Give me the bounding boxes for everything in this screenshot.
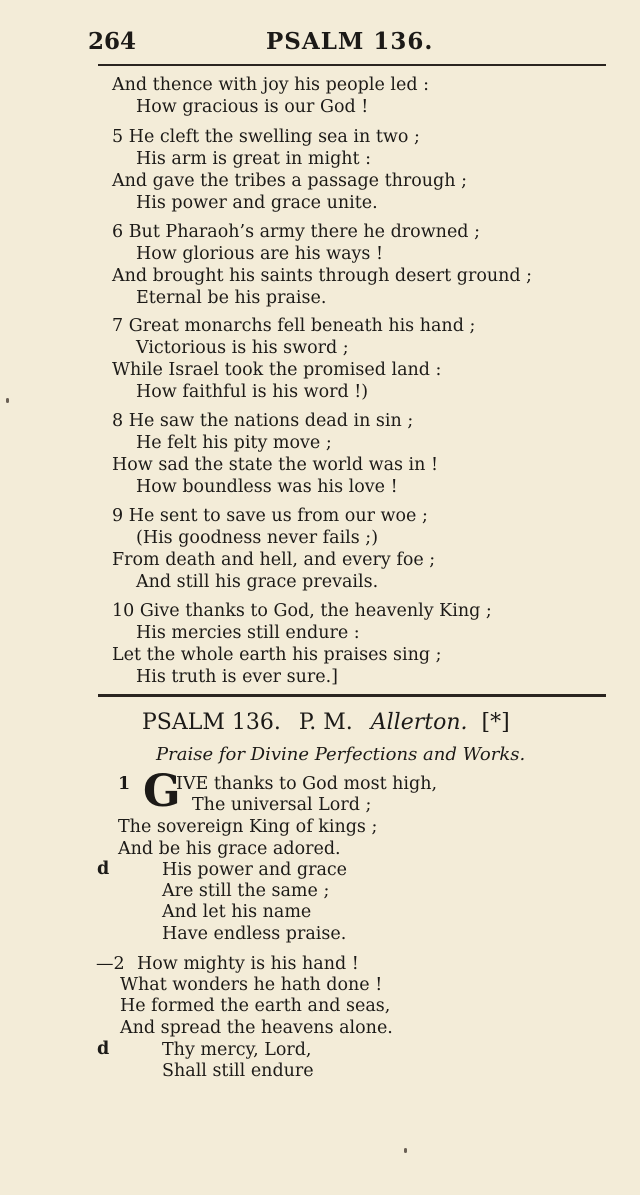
psalm-subtitle: Praise for Divine Perfections and Works. bbox=[156, 744, 526, 765]
verse-line: How glorious are his ways ! bbox=[136, 244, 383, 264]
verse-line: (His goodness never fails ;) bbox=[136, 528, 379, 548]
verse-line: 9 He sent to save us from our woe ; bbox=[112, 506, 428, 526]
verse-number: —2 bbox=[96, 954, 125, 974]
verse-line: Eternal be his praise. bbox=[136, 288, 327, 308]
verse-line: Thy mercy, Lord, bbox=[162, 1040, 312, 1060]
running-title: PSALM 136. bbox=[266, 28, 434, 55]
verse-line: From death and hell, and every foe ; bbox=[112, 550, 436, 570]
verse-line: What wonders he hath done ! bbox=[120, 975, 383, 995]
verse-line: He formed the earth and seas, bbox=[120, 996, 391, 1016]
verse-line: 7 Great monarchs fell beneath his hand ; bbox=[112, 316, 476, 336]
verse-line: Shall still endure bbox=[162, 1061, 314, 1081]
verse-line: IVE thanks to God most high, bbox=[176, 774, 438, 794]
verse-line: 8 He saw the nations dead in sin ; bbox=[112, 411, 414, 431]
verse-line: 10 Give thanks to God, the heavenly King ; bbox=[112, 601, 492, 621]
verse-line: And gave the tribes a passage through ; bbox=[112, 171, 467, 191]
running-head bbox=[88, 28, 608, 62]
verse-line: How mighty is his hand ! bbox=[137, 954, 359, 974]
verse-line: Victorious is his sword ; bbox=[136, 338, 349, 358]
verse-line: 6 But Pharaoh’s army there he drowned ; bbox=[112, 222, 480, 242]
verse-number: 1 bbox=[118, 774, 131, 794]
page-number: 264 bbox=[88, 28, 137, 55]
dynamic-marking: d bbox=[97, 1039, 110, 1059]
paper-speck bbox=[404, 1148, 407, 1153]
verse-line: Have endless praise. bbox=[162, 924, 347, 944]
verse-line: His arm is great in might : bbox=[136, 149, 372, 169]
dynamic-marking: d bbox=[97, 859, 110, 879]
verse-line: How sad the state the world was in ! bbox=[112, 455, 439, 475]
verse-line: His truth is ever sure.] bbox=[136, 667, 338, 687]
verse-line: And spread the heavens alone. bbox=[120, 1018, 393, 1038]
verse-line: And thence with joy his people led : bbox=[112, 75, 430, 95]
psalm-title: PSALM 136. bbox=[142, 710, 281, 735]
tune-name: Allerton. bbox=[370, 710, 468, 735]
verse-line: While Israel took the promised land : bbox=[112, 360, 442, 380]
section-rule bbox=[98, 694, 606, 697]
paper-speck bbox=[6, 398, 9, 403]
verse-line: How boundless was his love ! bbox=[136, 477, 398, 497]
verse-line: He felt his pity move ; bbox=[136, 433, 332, 453]
verse-line: 5 He cleft the swelling sea in two ; bbox=[112, 127, 420, 147]
verse-line: Are still the same ; bbox=[162, 881, 330, 901]
verse-line: His power and grace bbox=[162, 860, 348, 880]
verse-line: The sovereign King of kings ; bbox=[118, 817, 378, 837]
verse-line: And brought his saints through desert ground ; bbox=[112, 266, 533, 286]
verse-line: His power and grace unite. bbox=[136, 193, 378, 213]
verse-line: Let the whole earth his praises sing ; bbox=[112, 645, 442, 665]
header-rule bbox=[98, 64, 606, 66]
bracket-mark: [*] bbox=[481, 710, 510, 735]
verse-line: How faithful is his word !) bbox=[136, 382, 369, 402]
meter-label: P. M. bbox=[298, 710, 353, 735]
verse-line: How gracious is our God ! bbox=[136, 97, 369, 117]
verse-line: And let his name bbox=[162, 902, 312, 922]
verse-line: The universal Lord ; bbox=[192, 795, 372, 815]
verse-line: His mercies still endure : bbox=[136, 623, 360, 643]
drop-cap: G bbox=[143, 766, 181, 817]
verse-line: And still his grace prevails. bbox=[136, 572, 379, 592]
psalm-heading bbox=[142, 710, 510, 735]
verse-line: And be his grace adored. bbox=[118, 839, 341, 859]
